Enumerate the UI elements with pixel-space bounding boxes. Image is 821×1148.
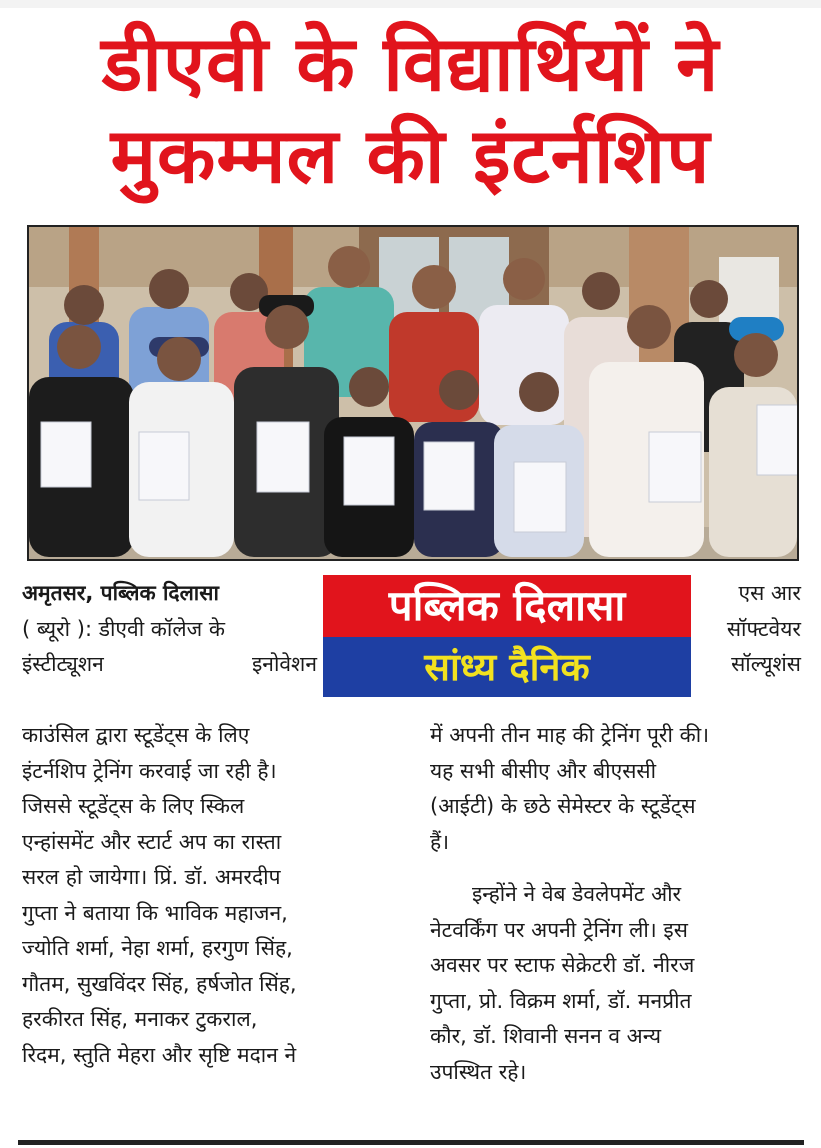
article-line: में अपनी तीन माह की ट्रेनिंग पूरी की। [430, 723, 710, 747]
article-line: (आईटी) के छठे सेमेस्टर के स्टूडेंट्स [430, 794, 696, 818]
article-line: गौतम, सुखविंदर सिंह, हर्षजोत सिंह, [22, 971, 297, 996]
article-right-top [701, 576, 801, 683]
paragraph-gap [430, 860, 802, 877]
article-line: एन्हांसमेंट और स्टार्ट अप का रास्ता [22, 829, 282, 854]
article-line: हरकीरत सिंह, मनाकर टुकराल, [22, 1007, 258, 1031]
dateline: अमृतसर, पब्लिक दिलासा [22, 581, 219, 605]
headline-line-2: मुकम्मल की इंटर्नशिप [110, 111, 711, 200]
group-photo-illustration [29, 227, 797, 559]
article-line: सरल हो जायेगा। प्रिं. डॉ. अमरदीप [22, 865, 281, 889]
headline-line-1: डीएवी के विद्यार्थियों ने [101, 19, 720, 108]
page-bottom-rule [18, 1140, 804, 1145]
article-line: गुप्ता, प्रो. विक्रम शर्मा, डॉ. मनप्रीत [430, 988, 692, 1013]
logo-title: पब्लिक दिलासा [323, 575, 691, 637]
article-line: यह सभी बीसीए और बीएससी [430, 758, 657, 783]
article-line: काउंसिल द्वारा स्टूडेंट्स के लिए [22, 723, 250, 747]
article-line: इन्होंने ने वेब डेवलेपमेंट और [472, 882, 682, 906]
article-line: जिससे स्टूडेंट्स के लिए स्किल [22, 794, 245, 818]
article-line: अवसर पर स्टाफ सेक्रेटरी डॉ. नीरज [430, 953, 695, 977]
article-line: ( ब्यूरो ): डीएवी कॉलेज के [22, 616, 225, 641]
article-line: कौर, डॉ. शिवानी सनन व अन्य [430, 1024, 662, 1048]
article-line: सॉल्यूशंस [731, 652, 801, 676]
article-line: गुप्ता ने बताया कि भाविक महाजन, [22, 900, 288, 925]
page-top-edge [0, 0, 821, 8]
article-line: हैं। [430, 829, 450, 854]
article-line: इंस्टीट्यूशन इनोवेशन [22, 652, 317, 676]
article-line: उपस्थित रहे। [430, 1059, 527, 1084]
article-line: नेटवर्किंग पर अपनी ट्रेनिंग ली। इस [430, 917, 688, 942]
article-line: सॉफ्टवेयर [726, 616, 801, 641]
article-left-top [22, 576, 317, 683]
group-photo [27, 225, 799, 561]
article-left-column [22, 718, 400, 1073]
logo-subtitle: सांध्य दैनिक [323, 637, 691, 697]
article-line: रिदम, स्तुति मेहरा और सृष्टि मदान ने [22, 1042, 297, 1067]
article-right-column [430, 718, 802, 1090]
article-line: ज्योति शर्मा, नेहा शर्मा, हरगुण सिंह, [22, 936, 293, 960]
newspaper-logo [323, 575, 691, 697]
article-line: इंटर्नशिप ट्रेनिंग करवाई जा रही है। [22, 758, 277, 783]
article-line: एस आर [738, 581, 801, 605]
